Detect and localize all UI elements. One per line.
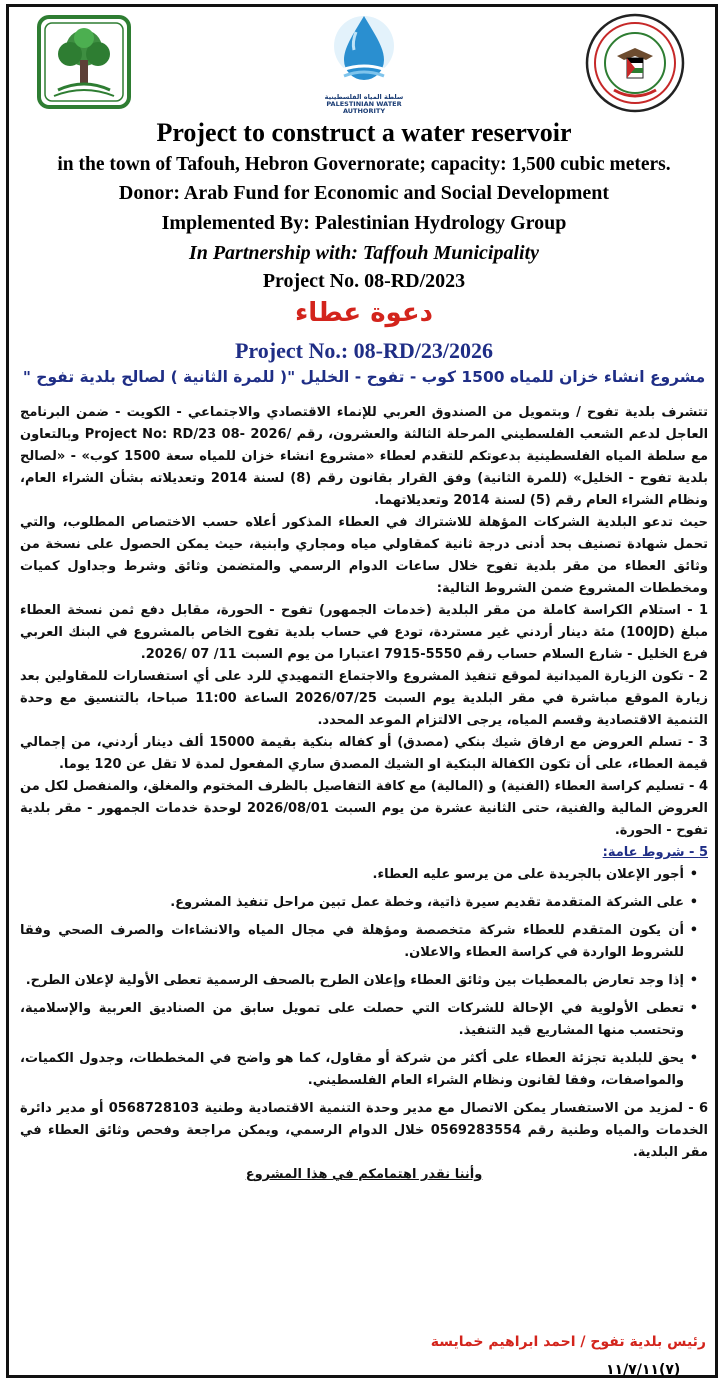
tree-emblem-icon <box>36 14 132 110</box>
closing-line: وأننا نقدر اهتمامكم في هذا المشروع <box>245 1167 483 1182</box>
english-location-line: in the town of Tafouh, Hebron Governorate; capacity: 1,500 cubic meters. <box>57 154 671 175</box>
water-authority-caption-ar: سلطة المياه الفلسطينية <box>324 93 404 101</box>
english-project-number: Project No. 08-RD/2023 <box>262 270 466 292</box>
water-drop-icon <box>312 10 416 114</box>
header-logos <box>0 0 728 118</box>
general-conditions-list <box>20 864 708 1092</box>
intro-paragraph: تتشرف بلدية تفوح / وبتمويل من الصندوق العربي للإنماء الاقتصادي والاجتماعي - الكويت - ضمن البرنامج العاجل لدعم الشعب الفلسطيني المرحلة الثالثة والعشرون، رقم /2026 -08 Project No: RD/23 وبالتعاون مع سلطة المياه الفلسطينية بدعوتكم للتقدم لعطاء «مشروع انشاء خزان للمياه سعة 1500 كوب» - «لصالح بلدية تفوح - الخليل» (للمرة الثانية) وفق القرار بقانون رقم (8) لسنة 2014 وتعديلاته بشأن الشراء العام، ونظام الشراء العام رقم (5) لسنة 2014 وتعديلاتهما. <box>20 405 709 508</box>
list-item: • يحق للبلدية تجزئة العطاء على أكثر من شركة أو مقاول، كما هو واضح في المخططات، وجدول الكميات، والمواصفات، وفقا لقانون ونظام الشراء العام الفلسطيني. <box>20 1048 698 1092</box>
mayor-signature: رئيس بلدية تفوح / احمد ابراهيم خمايسة <box>430 1334 706 1350</box>
project-number: Project No.: 08-RD/23/2026 <box>234 338 494 363</box>
condition-2: 2 - تكون الزيارة الميدانية لموقع تنفيذ المشروع والاجتماع التمهيدي للرد على أي استفسارات للمقاولين بعد زيارة الموقع مباشرة في مقر البلدية يوم السبت 2026/07/25 الساعة 11:00 صباحا، بالتنسيق مع وحدة التنمية الاقتصادية وقسم المياه، يرجى الالتزام الموعد المحدد. <box>20 669 708 728</box>
list-item: • أن يكون المتقدم للعطاء شركة متخصصة ومؤهلة في مجال المياه والانشاءات والصرف الصحي وفقا للشروط الواردة في كراسة العطاء والاعلان. <box>20 920 698 964</box>
condition-6-contact: 6 - لمزيد من الاستفسار يمكن الاتصال مع مدير وحدة التنمية الاقتصادية وطنية 0568728103 أو مدير دائرة الخدمات والمياه وطنية رقم 0569283554 خلال الدوام الرسمي، ويمكن مراجعة وفحص وثائق العطاء في مقر البلدية. <box>20 1101 708 1160</box>
english-title: Project to construct a water reservoir <box>156 118 572 147</box>
ad-date-code: (٧)١١/٧/١١ <box>606 1362 681 1378</box>
condition-3: 3 - تسلم العروض مع ارفاق شيك بنكي (مصدق) أو كفاله بنكية بقيمة 15000 ألف دينار أردني، من إجمالي قيمة العطاء، على أن تكون الكفالة البنكية او الشيك المصدق ساري المفعول لمدة لا تقل عن 120 يوما. <box>20 735 708 772</box>
condition-4: 4 - تسليم كراسة العطاء (الفنية) و (المالية) مع كافة التفاصيل بالظرف المختوم والمغلق، والمنفصل لكل من العروض المالية والفنية، حتى الثانية عشرة من يوم السبت 2026/08/01 لوحدة خدمات الجمهور - مقر بلدية تفوح - الحورة. <box>20 779 708 838</box>
water-authority-caption-en: PALESTINIAN WATER AUTHORITY <box>326 100 402 116</box>
general-conditions-heading: 5 - شروط عامة: <box>602 845 708 860</box>
list-item: • إذا وجد تعارض بالمعطيات بين وثائق العطاء وإعلان الطرح بالصحف الرسمية تعطى الأولية لإعلان الطرح. <box>20 970 698 992</box>
list-item: • أجور الإعلان بالجريدة على من يرسو عليه العطاء. <box>20 864 698 886</box>
english-implemented-line: Implemented By: Palestinian Hydrology Group <box>161 212 567 234</box>
list-item: • تعطى الأولوية في الإحالة للشركات التي حصلت على تمويل سابق من الصناديق العربية والإسلامية، وتحتسب منها المشاريع قيد التنفيذ. <box>20 998 698 1042</box>
condition-1: 1 - استلام الكراسة كاملة من مقر البلدية (خدمات الجمهور) تفوح - الحورة، مقابل دفع ثمن نسخة العطاء مبلغ (100JD) مئة دينار أردني غير مستردة، تودع في حساب بلدية تفوح الخاص بالمشروع في البنك العربي فرع الخليل - شارع السلام حساب رقم 5550-7915 اعتبارا من يوم السبت 11/ 07 /2026. <box>20 603 708 662</box>
invitation-paragraph: حيث تدعو البلدية الشركات المؤهلة للاشتراك في العطاء المذكور أعلاه حسب الاختصاص المطلوب، والتي تحمل شهادة تصنيف بحد أدنى درجة ثانية كمقاولي مياه ومجاري وابنية، حيث يمكن الحصول على نسخة من وثائق العطاء من مقر بلدية تفوح خلال ساعات الدوام الرسمي والمتضمن وثائق وشرط وجداول كميات ومخططات المشروع ضمن الشروط التالية: <box>20 515 708 596</box>
tender-invitation-title: دعوة عطاء <box>295 298 433 328</box>
eagle-seal-icon <box>584 12 686 114</box>
arabic-project-subtitle: " مشروع انشاء خزان للمياه 1500 كوب - تفوح - الخليل "( للمرة الثانية ) لصالح بلدية تفوح <box>22 368 706 386</box>
tender-body <box>20 402 708 1186</box>
list-item: • على الشركة المتقدمة تقديم سيرة ذاتية، وخطة عمل تبين مراحل تنفيذ المشروع. <box>20 892 698 914</box>
english-partnership-line: In Partnership with: Taffouh Municipality <box>188 242 540 264</box>
english-donor-line: Donor: Arab Fund for Economic and Social Development <box>118 182 610 204</box>
